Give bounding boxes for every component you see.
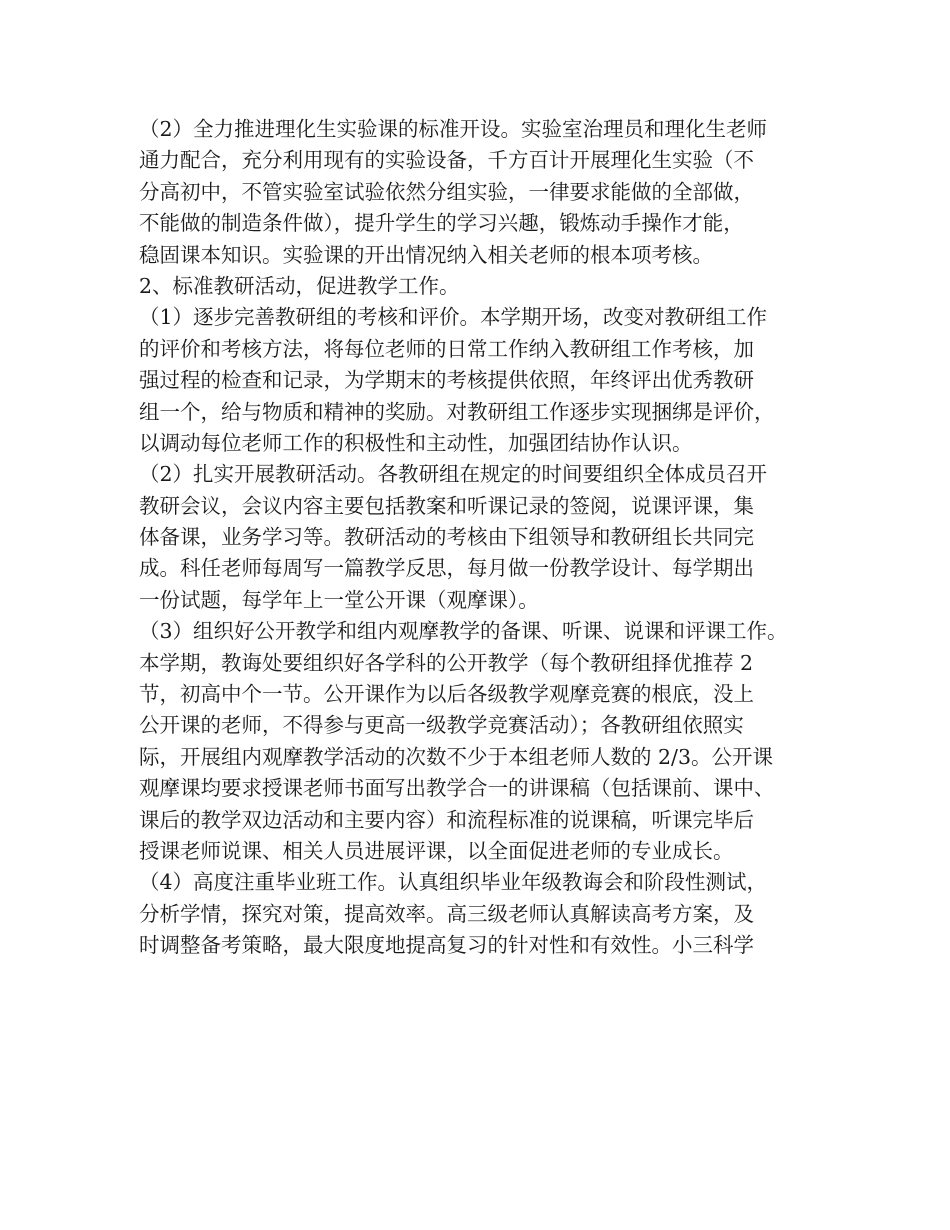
- text-line: 课后的教学双边活动和主要内容）和流程标准的说课稿，听课完毕后: [139, 807, 754, 832]
- section-heading: 2、标准教研活动，促进教学工作。: [139, 273, 460, 298]
- text-line: 稳固课本知识。实验课的开出情况纳入相关老师的根本项考核。: [139, 242, 713, 267]
- text-line: 际，开展组内观摩教学活动的次数不少于本组老师人数的 2/3。公开课: [139, 744, 774, 769]
- text-line: 组一个，给与物质和精神的奖励。对教研组工作逐步实现捆绑是评价，: [139, 399, 775, 424]
- text-line: 体备课，业务学习等。教研活动的考核由下组领导和教研组长共同完: [139, 525, 754, 550]
- text-line: （3）组织好公开教学和组内观摩教学的备课、听课、说课和评课工作。: [139, 619, 788, 644]
- text-line: 强过程的检查和记录，为学期末的考核提供依照，年终评出优秀教研: [139, 368, 754, 393]
- text-line: 观摩课均要求授课老师书面写出教学合一的讲课稿（包括课前、课中、: [139, 776, 775, 801]
- text-line: 的评价和考核方法，将每位老师的日常工作纳入教研组工作考核，加: [139, 336, 754, 361]
- text-line: 教研会议，会议内容主要包括教案和听课记录的签阅，说课评课，集: [139, 493, 754, 518]
- text-line: 分析学情，探究对策，提高效率。高三级老师认真解读高考方案，及: [139, 901, 754, 926]
- text-line: 公开课的老师，不得参与更高一级教学竞赛活动）；各教研组依照实: [139, 713, 744, 738]
- text-line: 分高初中，不管实验室试验依然分组实验，一律要求能做的全部做，: [139, 179, 754, 204]
- text-line: 节，初高中个一节。公开课作为以后各级教学观摩竞赛的根底，没上: [139, 682, 754, 707]
- text-line: 通力配合，充分利用现有的实验设备，千方百计开展理化生实验（不: [139, 148, 754, 173]
- text-line: 一份试题，每学年上一堂公开课（观摩课）。: [139, 587, 539, 612]
- text-line: 本学期，教诲处要组织好各学科的公开教学（每个教研组择优推荐 2: [139, 650, 754, 675]
- text-line: 时调整备考策略，最大限度地提高复习的针对性和有效性。小三科学: [139, 933, 754, 958]
- text-line: （4）高度注重毕业班工作。认真组织毕业年级教诲会和阶段性测试，: [139, 870, 768, 895]
- text-line: 成。科任老师每周写一篇教学反思，每月做一份教学设计、每学期出: [139, 556, 754, 581]
- text-line: 以调动每位老师工作的积极性和主动性，加强团结协作认识。: [139, 430, 693, 455]
- text-line: 不能做的制造条件做），提升学生的学习兴趣，锻炼动手操作才能，: [139, 211, 744, 236]
- document-body: [139, 114, 829, 962]
- text-line: （2）扎实开展教研活动。各教研组在规定的时间要组织全体成员召开: [139, 462, 768, 487]
- text-line: （1）逐步完善教研组的考核和评价。本学期开场，改变对教研组工作: [139, 305, 768, 330]
- text-line: （2）全力推进理化生实验课的标准开设。实验室治理员和理化生老师: [139, 117, 768, 141]
- text-line: 授课老师说课、相关人员进展评课，以全面促进老师的专业成长。: [139, 838, 734, 863]
